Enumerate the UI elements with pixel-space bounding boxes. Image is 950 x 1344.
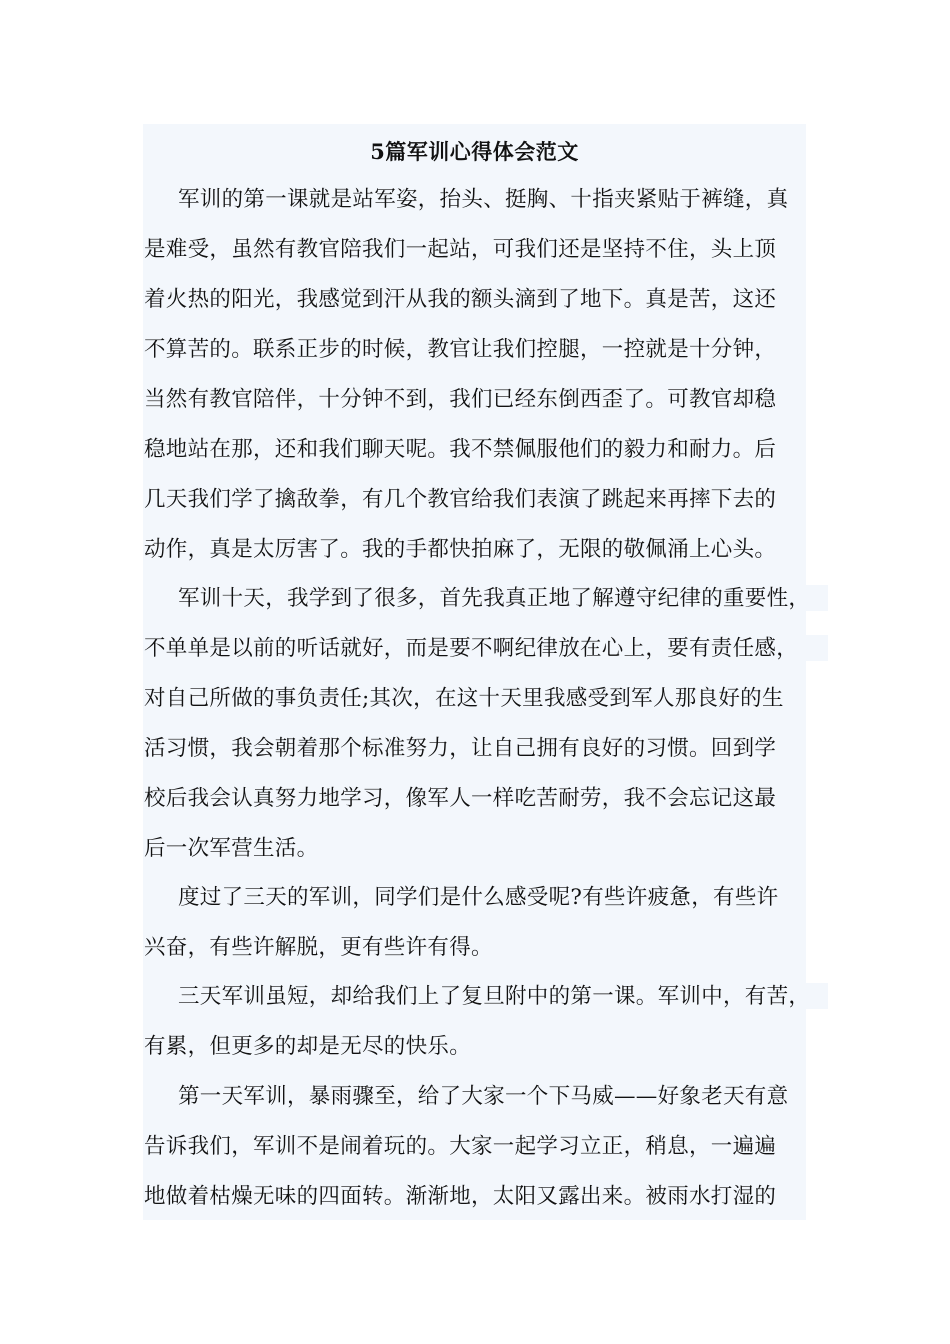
document-title: 5篇军训心得体会范文 bbox=[370, 139, 579, 164]
text-line: 三天军训虽短，却给我们上了复旦附中的第一课。军训中，有苦， bbox=[178, 984, 811, 1009]
text-line: 告诉我们，军训不是闹着玩的。大家一起学习立正，稍息，一遍遍 bbox=[144, 1134, 777, 1159]
text-line: 是难受，虽然有教官陪我们一起站，可我们还是坚持不住，头上顶 bbox=[144, 237, 777, 262]
text-line: 后一次军营生活。 bbox=[144, 836, 319, 861]
text-line: 活习惯，我会朝着那个标准努力，让自己拥有良好的习惯。回到学 bbox=[144, 736, 777, 761]
text-line: 对自己所做的事负责任;其次，在这十天里我感受到军人那良好的生 bbox=[144, 686, 784, 711]
text-line: 当然有教官陪伴，十分钟不到，我们已经东倒西歪了。可教官却稳 bbox=[144, 387, 777, 412]
text-line: 不单单是以前的听话就好，而是要不啊纪律放在心上，要有责任感， bbox=[144, 636, 799, 661]
text-line: 军训十天，我学到了很多，首先我真正地了解遵守纪律的重要性， bbox=[178, 586, 811, 611]
highlight-overflow bbox=[806, 635, 828, 661]
text-line: 军训的第一课就是站军姿，抬头、挺胸、十指夹紧贴于裤缝，真 bbox=[178, 187, 789, 212]
text-line: 有累，但更多的却是无尽的快乐。 bbox=[144, 1034, 472, 1059]
text-line: 动作，真是太厉害了。我的手都快拍麻了，无限的敬佩涌上心头。 bbox=[144, 537, 777, 562]
text-line: 兴奋，有些许解脱，更有些许有得。 bbox=[144, 935, 493, 960]
text-line: 几天我们学了擒敌拳，有几个教官给我们表演了跳起来再摔下去的 bbox=[144, 487, 777, 512]
text-line: 第一天军训，暴雨骤至，给了大家一个下马威——好象老天有意 bbox=[178, 1084, 789, 1109]
text-line: 校后我会认真努力地学习，像军人一样吃苦耐劳，我不会忘记这最 bbox=[144, 786, 777, 811]
text-line: 着火热的阳光，我感觉到汗从我的额头滴到了地下。真是苦，这还 bbox=[144, 287, 777, 312]
text-line: 稳地站在那，还和我们聊天呢。我不禁佩服他们的毅力和耐力。后 bbox=[144, 437, 777, 462]
text-line: 不算苦的。联系正步的时候，教官让我们控腿，一控就是十分钟， bbox=[144, 337, 777, 362]
text-line: 度过了三天的军训，同学们是什么感受呢?有些许疲惫，有些许 bbox=[178, 885, 779, 910]
text-line: 地做着枯燥无味的四面转。渐渐地，太阳又露出来。被雨水打湿的 bbox=[144, 1184, 777, 1209]
